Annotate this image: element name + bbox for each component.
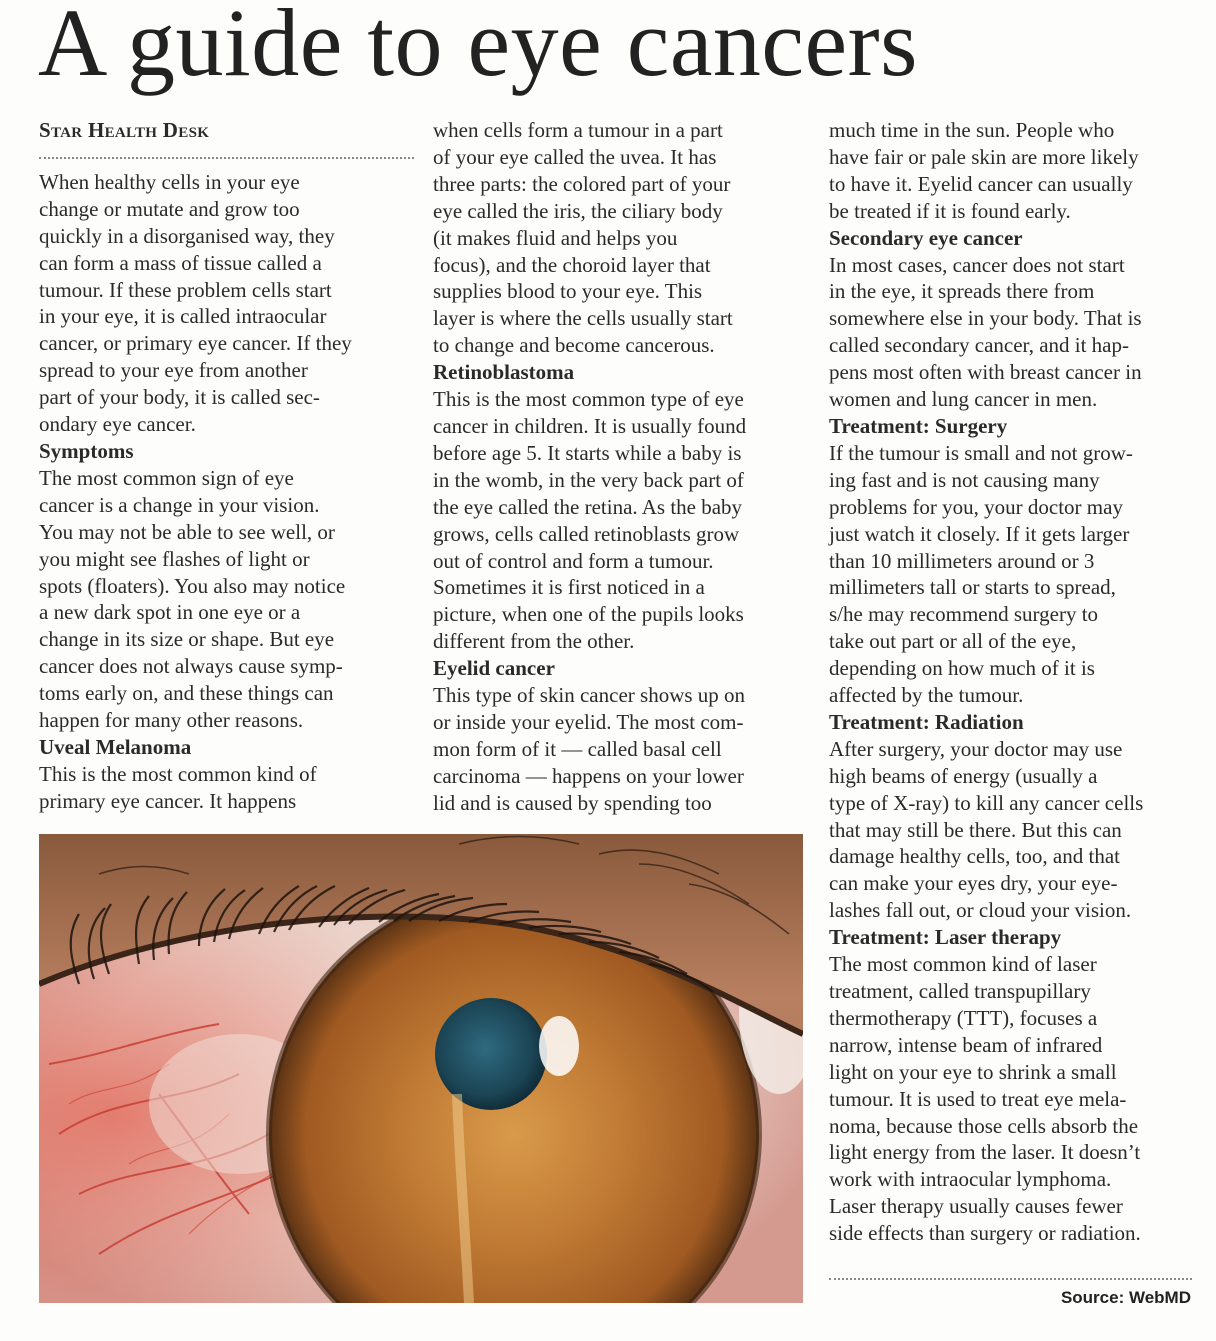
byline: Star Health Desk bbox=[39, 118, 210, 142]
symptoms-heading: Symptoms bbox=[39, 438, 134, 463]
uveal-melanoma-paragraph: This is the most common kind of primary eye cancer. It happens bbox=[39, 761, 317, 813]
eye-photo bbox=[39, 834, 803, 1303]
treatment-laser-heading: Treatment: Laser therapy bbox=[829, 925, 1062, 950]
treatment-surgery-heading: Treatment: Surgery bbox=[829, 413, 1008, 438]
column-1 bbox=[39, 117, 414, 815]
uveal-melanoma-heading: Uveal Melanoma bbox=[39, 734, 192, 759]
eyelid-cancer-heading: Eyelid cancer bbox=[433, 656, 555, 681]
column-3 bbox=[829, 117, 1204, 1247]
treatment-radiation-heading: Treatment: Radiation bbox=[829, 709, 1024, 734]
eyelid-cancer-continued: much time in the sun. People who have fair or pale skin are more likely to have it. Eyelid cancer can usually be treated if it is found early. bbox=[829, 118, 1139, 223]
eyelid-cancer-paragraph: This type of skin cancer shows up on or inside your eyelid. The most com- mon form of it — called basal cell carcinoma — happens on your lower lid and is caused by spending too bbox=[433, 683, 746, 815]
treatment-surgery-paragraph: If the tumour is small and not grow- ing fast and is not causing many problems for you, your doctor may just watch it closely. If it gets larger than 10 millimeters around or 3 millimeters tall or starts to spread, s/he may recommend surgery to take out part or all of the eye, depending on how much of it is affected by the tumour. bbox=[829, 440, 1133, 708]
headline: A guide to eye cancers bbox=[38, 0, 918, 96]
symptoms-paragraph: The most common sign of eye cancer is a change in your vision. You may not be able to see well, or you might see flashes of light or spots (floaters). You also may notice a new dark spot in one eye or a change in its size or shape. But eye cancer does not always cause symp- toms early on, and these things can happen for many other reasons. bbox=[39, 465, 346, 733]
uveal-melanoma-continued: when cells form a tumour in a part of your eye called the uvea. It has three parts: the colored part of your eye called the iris, the ciliary body (it makes fluid and helps you focus), and the choroid layer that supplies blood to your eye. This layer is where the cells usually start to change and become cancerous. bbox=[433, 118, 733, 358]
retinoblastoma-paragraph: This is the most common type of eye cancer in children. It is usually found before age 5. It starts while a baby is in the womb, in the very back part of the eye called the retina. As the baby grows, cells called retinoblasts grow out of control and form a tumour. Sometimes it is first noticed in a picture, when one of the pupils looks different from the other. bbox=[433, 387, 747, 654]
source-divider bbox=[829, 1278, 1192, 1280]
byline-divider bbox=[39, 157, 414, 159]
source-credit: Source: WebMD bbox=[1060, 1288, 1191, 1307]
secondary-eye-cancer-paragraph: In most cases, cancer does not start in the eye, it spreads there from somewhere else in your body. That is called secondary cancer, and it hap- pens most often with breast cancer in women and lung cancer in men. bbox=[829, 252, 1142, 412]
treatment-laser-paragraph: The most common kind of laser treatment, called transpupillary thermotherapy (TTT), focuses a narrow, intense beam of infrared light on your eye to shrink a small tumour. It is used to treat eye mela- noma, because those cells absorb the light energy from the laser. It doesn’t work with intraocular lymphoma. Laser therapy usually causes fewer side effects than surgery or radiation. bbox=[829, 952, 1141, 1246]
intro-paragraph: When healthy cells in your eye change or mutate and grow too quickly in a disorganised way, they can form a mass of tissue called a tumour. If these problem cells start in your eye, it is called intraocular cancer, or primary eye cancer. If they spread to your eye from another part of your body, it is called sec- ondary eye cancer. bbox=[39, 169, 352, 437]
column-2 bbox=[433, 117, 808, 817]
treatment-radiation-paragraph: After surgery, your doctor may use high beams of energy (usually a type of X-ray) to kill any cancer cells that may still be there. But this can damage healthy cells, too, and that can make your eyes dry, your eye- lashes fall out, or cloud your vision. bbox=[829, 736, 1144, 923]
retinoblastoma-heading: Retinoblastoma bbox=[433, 360, 575, 385]
secondary-eye-cancer-heading: Secondary eye cancer bbox=[829, 225, 1023, 250]
